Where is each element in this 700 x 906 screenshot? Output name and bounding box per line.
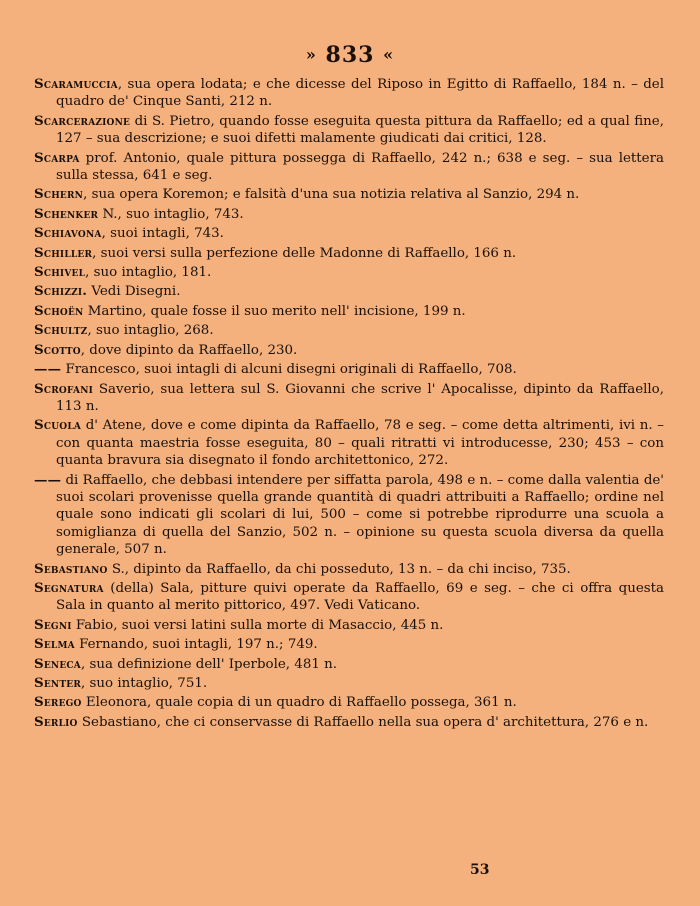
index-entry <box>34 150 664 185</box>
entry-headword: Scotto <box>34 341 81 358</box>
page-header <box>0 42 700 68</box>
left-ornament: » <box>305 45 317 64</box>
index-entry <box>34 322 664 339</box>
index-entries <box>34 76 664 733</box>
entry-headword: Schern <box>34 186 84 203</box>
index-entry <box>34 636 664 653</box>
entry-text: prof. Antonio, quale pittura possegga di Raffaello, 242 n.; 638 e seg. – sua lettera sulla stessa, 641 e seg. <box>56 150 664 184</box>
right-ornament: « <box>383 45 395 64</box>
entry-text: , sua opera lodata; e che dicesse del Riposo in Egitto di Raffaello, 184 n. – del quadro de' Cinque Santi, 212 n. <box>56 77 664 110</box>
index-entry <box>34 472 664 559</box>
entry-headword: Selma <box>34 636 75 653</box>
entry-text: Martino, quale fosse il suo merito nell' incisione, 199 n. <box>83 303 466 319</box>
entry-headword: Schizzi. <box>34 283 88 300</box>
entry-text: , sua opera Koremon; e falsità d'una sua notizia relativa al Sanzio, 294 n. <box>83 187 580 203</box>
index-entry <box>34 417 664 469</box>
entry-headword: Scarpa <box>34 149 80 166</box>
entry-headword: Schoën <box>34 302 84 319</box>
entry-text: Fernando, suoi intagli, 197 n.; 749. <box>74 637 318 653</box>
index-entry <box>34 361 664 378</box>
index-entry <box>34 206 664 223</box>
index-entry <box>34 381 664 416</box>
entry-text: , suoi intagli, 743. <box>101 226 224 242</box>
index-entry <box>34 580 664 615</box>
entry-text: Francesco, suoi intagli di alcuni disegni originali di Raffaello, 708. <box>61 362 517 378</box>
index-entry <box>34 283 664 300</box>
entry-text: di Raffaello, che debbasi intendere per siffatta parola, 498 e n. – come dalla valentia de' suoi scolari provenisse quella grande quantità di quadri attribuiti a Raffaello; ordine nel quale sono indicati gli scolari di lui, 500 – come si potrebbe riprodurre una scuola a somiglianza di quella del Sanzio, 502 n. – opinione su questa scuola diversa da quella generale, 507 n. <box>56 472 664 558</box>
entry-headword: —— <box>34 361 62 378</box>
entry-text: (della) Sala, pitture quivi operate da Raffaello, 69 e seg. – che ci offra questa Sala in quanto al merito pittorico, 497. Vedi Vaticano. <box>56 580 664 614</box>
entry-headword: Schiller <box>34 244 93 261</box>
entry-text: d' Atene, dove e come dipinta da Raffaello, 78 e seg. – come detta altrimenti, ivi n. – con quanta maestria fosse eseguita, 80 – quali ritratti vi introducesse, 230; 453 – con quanta bravura sia disegnato il fondo architettonico, 272. <box>56 418 664 469</box>
entry-headword: Sebastiano <box>34 560 108 577</box>
entry-headword: Schenker <box>34 205 99 222</box>
entry-text: S., dipinto da Raffaello, da chi posseduto, 13 n. – da chi inciso, 735. <box>107 561 571 577</box>
entry-text: Vedi Disegni. <box>87 284 181 300</box>
entry-text: di S. Pietro, quando fosse eseguita questa pittura da Raffaello; ed a qual fine, 127 – sua descrizione; e suoi difetti malamente giudicati dai critici, 128. <box>56 113 664 147</box>
entry-text: , dove dipinto da Raffaello, 230. <box>80 342 298 358</box>
entry-text: , sua definizione dell' Iperbole, 481 n. <box>80 656 337 672</box>
index-entry <box>34 264 664 281</box>
entry-text: , suo intaglio, 268. <box>87 323 214 339</box>
entry-text: Fabio, suoi versi latini sulla morte di Masaccio, 445 n. <box>71 617 444 633</box>
entry-headword: Scrofani <box>34 380 94 397</box>
index-entry <box>34 342 664 359</box>
index-entry <box>34 714 664 731</box>
entry-text: Eleonora, quale copia di un quadro di Raffaello possega, 361 n. <box>81 695 517 711</box>
entry-text: Saverio, sua lettera sul S. Giovanni che scrive l' Apocalisse, dipinto da Raffaello, 113 n. <box>56 381 664 414</box>
entry-headword: Scarcerazione <box>34 112 131 129</box>
entry-text: , suoi versi sulla perfezione delle Madonne di Raffaello, 166 n. <box>92 245 517 261</box>
index-entry <box>34 694 664 711</box>
entry-text: , suo intaglio, 181. <box>85 265 212 281</box>
index-entry <box>34 675 664 692</box>
page-number: 833 <box>325 42 375 68</box>
entry-headword: Schultz <box>34 322 88 339</box>
entry-headword: Serego <box>34 694 82 711</box>
entry-headword: Senter <box>34 675 81 691</box>
entry-headword: —— <box>34 471 62 488</box>
entry-headword: Segnatura <box>34 579 104 596</box>
index-entry <box>34 186 664 203</box>
index-entry <box>34 303 664 320</box>
entry-headword: Serlio <box>34 713 78 730</box>
entry-text: , suo intaglio, 751. <box>81 676 208 691</box>
index-entry <box>34 76 664 111</box>
index-entry <box>34 656 664 673</box>
entry-text: Sebastiano, che ci conservasse di Raffaello nella sua opera d' architettura, 276 e n. <box>77 714 649 730</box>
entry-headword: Schiavona <box>34 225 102 242</box>
index-entry <box>34 225 664 242</box>
entry-text: N., suo intaglio, 743. <box>98 206 244 222</box>
entry-headword: Scaramuccia <box>34 76 118 92</box>
index-entry <box>34 617 664 634</box>
entry-headword: Segni <box>34 616 72 633</box>
entry-headword: Seneca <box>34 655 81 672</box>
signature-mark: 53 <box>470 862 490 878</box>
entry-headword: Schivel <box>34 264 86 281</box>
index-entry <box>34 245 664 262</box>
index-entry <box>34 561 664 578</box>
index-entry <box>34 113 664 148</box>
entry-headword: Scuola <box>34 417 82 434</box>
